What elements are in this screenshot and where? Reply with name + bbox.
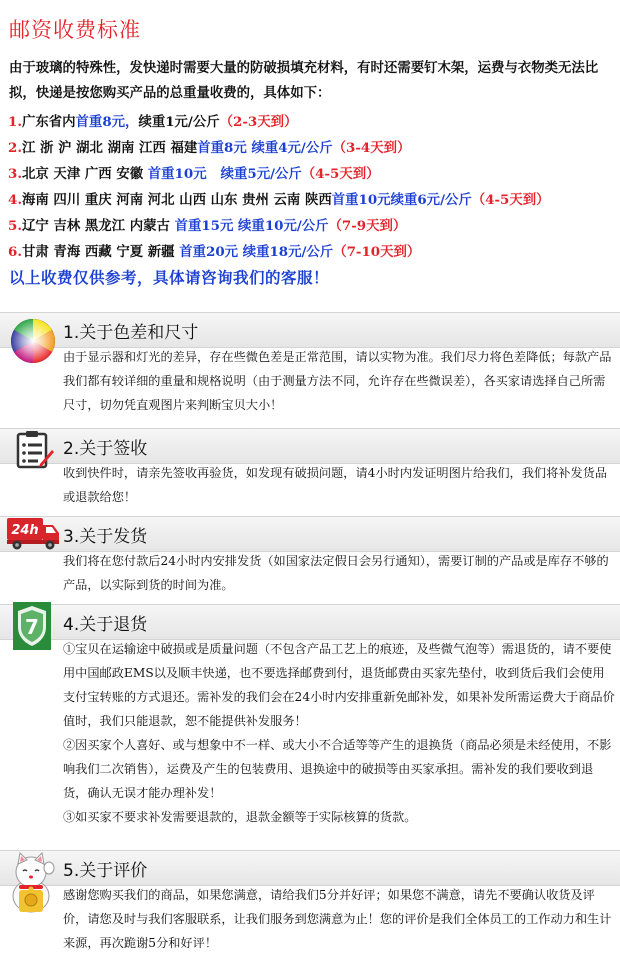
rate-continued-weight: 续重5元/公斤	[220, 166, 302, 182]
rate-days: （7-9天到）	[328, 218, 407, 234]
rate-regions: 辽宁 吉林 黑龙江 内蒙古	[21, 218, 170, 234]
intro-text: 由于玻璃的特殊性，发快递时需要大量的防破损填充材料，有时还需要钉木架，运费与衣物类无法比拟，快递是按您购买产品的总重量收费的，具体如下：	[9, 60, 599, 101]
rate-first-weight: 首重20元	[179, 244, 239, 260]
rate-continued-weight: 续重6元/公斤	[390, 192, 472, 208]
section-text: 感谢您购买我们的商品，如果您满意，请给我们5分并好评；如果您不满意，请先不要确认收货及评价，请您及时与我们客服联系，让我们服务到您满意为止！您的评价是我们全体员工的工作动力和生计来源，再次跪谢5分和好评！	[63, 888, 612, 950]
rate-line	[8, 111, 297, 130]
rate-line	[8, 163, 380, 182]
section-title: 5.关于评价	[63, 861, 148, 881]
rate-continued-weight: 续重10元/公斤	[238, 218, 329, 234]
rate-line	[8, 215, 406, 234]
pricing-note: 以上收费仅供参考，具体请咨询我们的客服！	[9, 269, 330, 287]
rate-continued-weight: 续重4元/公斤	[251, 140, 333, 156]
section-title: 4.关于退货	[63, 615, 148, 635]
return-policy-paragraph: ②因买家个人喜好、或与想象中不一样、或大小不合适等等产生的退换货（商品必须是未经使用，不影响我们二次销售），运费及产生的包装费用、退换途中的破损等由买家承担。需补发的我们要收到退货，确认无误才能办理补发！	[63, 738, 612, 800]
shield-badge-text: 7	[25, 615, 39, 639]
truck-badge-text: 24h	[11, 523, 39, 538]
rate-line	[8, 189, 550, 208]
rate-first-weight: 首重10元	[147, 166, 207, 182]
lucky-cat-icon	[3, 850, 59, 914]
section-text: 收到快件时，请亲先签收再验货，如发现有破损问题，请4小时内发证明图片给我们，我们将补发货品或退款给您！	[63, 466, 608, 504]
delivery-truck-icon	[6, 516, 60, 552]
rate-first-weight: 首重10元	[331, 192, 391, 208]
shield-7-day-icon	[12, 601, 52, 651]
rate-regions: 海南 四川 重庆 河南 河北 山西 山东 贵州 云南 陕西	[21, 192, 332, 208]
rate-continued-weight: 续重1元/公斤	[138, 114, 220, 130]
rate-regions: 北京 天津 广西 安徽	[21, 166, 144, 182]
return-policy-paragraph: ③如买家不要求补发需要退款的，退款金额等于实际核算的货款。	[63, 810, 417, 824]
rate-days: （4-5天到）	[471, 192, 550, 208]
section-text: 由于显示器和灯光的差异，存在些微色差是正常范围，请以实物为准。我们尽力将色差降低；每款产品我们都有较详细的重量和规格说明（由于测量方法不同，允许存在些微误差），各买家请选择自己所需尺寸，切勿凭直观图片来判断宝贝大小！	[63, 350, 612, 412]
rate-number: 5.	[8, 218, 22, 234]
rate-regions: 甘肃 青海 西藏 宁夏 新疆	[21, 244, 175, 260]
color-wheel-icon	[9, 317, 57, 365]
clipboard-icon	[14, 430, 54, 470]
rate-number: 4.	[8, 192, 22, 208]
rate-number: 3.	[8, 166, 22, 182]
rate-days: （2-3天到）	[219, 114, 298, 130]
rate-regions: 广东省内	[21, 114, 76, 130]
return-policy-paragraph: ①宝贝在运输途中破损或是质量问题（不包含产品工艺上的痕迹，及些微气泡等）需退货的，请不要使用中国邮政EMS以及顺丰快递，也不要选择邮费到付，退货邮费由买家先垫付，收到货后我们会使用支付宝转账的方式退还。需补发的我们会在24小时内安排重新免邮补发，如果补发所需运费大于商品价值时，我们只能退款，恕不能提供补发服务！	[63, 642, 615, 728]
rate-days: （3-4天到）	[332, 140, 411, 156]
section-text	[63, 637, 615, 829]
rate-number: 1.	[8, 114, 22, 130]
section-text: 我们将在您付款后24小时内安排发货（如国家法定假日会另行通知），需要订制的产品或是库存不够的产品，以实际到货的时间为准。	[63, 554, 609, 592]
section-title: 3.关于发货	[63, 527, 148, 547]
page-title: 邮资收费标准	[9, 18, 141, 42]
rate-line	[8, 241, 420, 260]
section-title: 1.关于色差和尺寸	[63, 323, 199, 343]
rate-line	[8, 137, 410, 156]
rate-continued-weight: 续重18元/公斤	[242, 244, 334, 260]
rate-days: （7-10天到）	[333, 244, 421, 260]
rate-number: 2.	[8, 140, 22, 156]
section-title: 2.关于签收	[63, 439, 148, 459]
rate-regions: 江 浙 沪 湖北 湖南 江西 福建	[21, 140, 198, 156]
rate-first-weight: 首重8元，	[75, 114, 139, 130]
rate-first-weight: 首重15元	[174, 218, 234, 234]
rate-days: （4-5天到）	[301, 166, 380, 182]
rate-first-weight: 首重8元	[197, 140, 247, 156]
rate-number: 6.	[8, 244, 22, 260]
